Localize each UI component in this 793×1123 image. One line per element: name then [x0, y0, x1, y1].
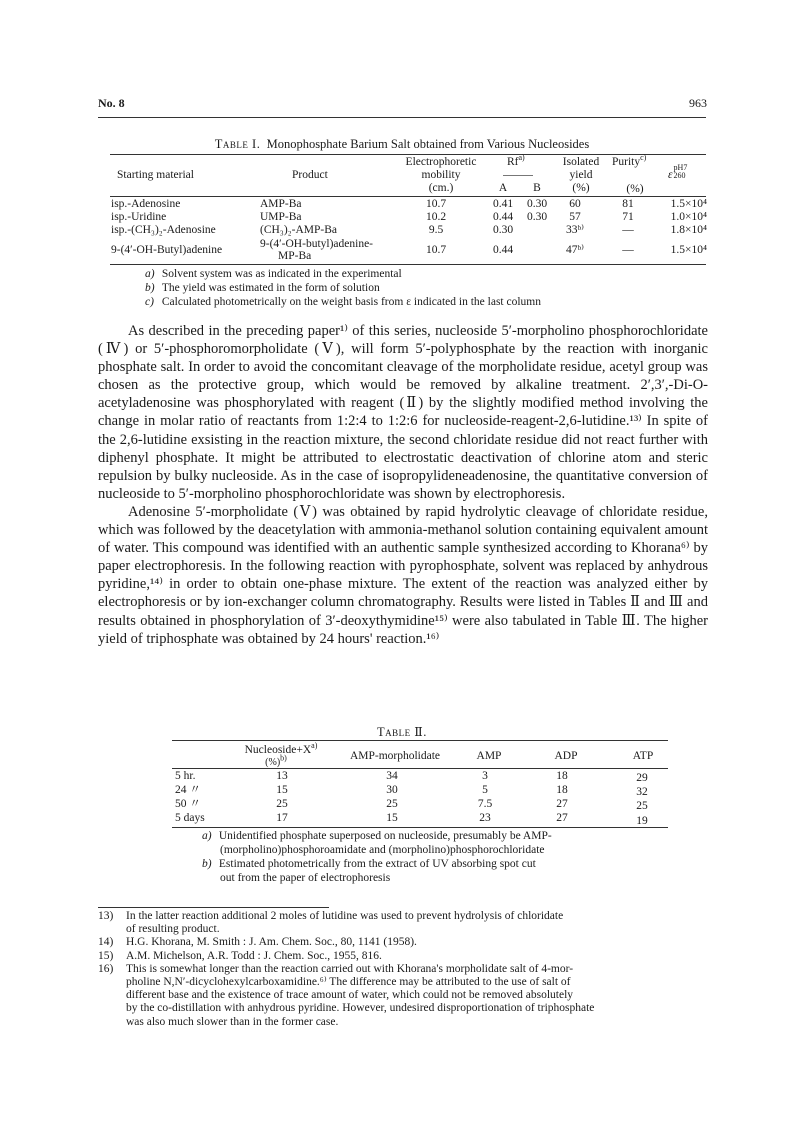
- table1-cell-yield: 47ᵇ⁾: [566, 244, 584, 256]
- table2-col-amp: AMP: [476, 750, 502, 762]
- table1-cell-rf-b: 0.30: [526, 211, 548, 223]
- table1-col-rf: Rf$^{a)}$: [507, 153, 525, 168]
- table2-label: Table Ⅱ.: [377, 725, 427, 739]
- table1-cell-purity: 81: [622, 198, 634, 210]
- table1-col-epsilon: εpH7 260: [668, 163, 688, 181]
- header-rule: [98, 117, 706, 118]
- table1-cell-product-cont: MP-Ba: [278, 250, 312, 262]
- table1-header-rule: [110, 196, 706, 197]
- table2-cell-amp: 5: [482, 784, 488, 796]
- table2-cell-morpholidate: 30: [386, 784, 398, 796]
- table2-cell-atp: 19: [636, 815, 648, 827]
- table2-note: a) Unidentified phosphate superposed on nucleoside, presumably be AMP-: [202, 830, 552, 842]
- table1-col-mobility-3: (cm.): [428, 182, 454, 194]
- table1-bottom-rule: [110, 264, 706, 265]
- table2-col-atp: ATP: [632, 750, 654, 762]
- table1-cell-yield: 60: [569, 198, 581, 210]
- paragraph-2: Adenosine 5′-morpholidate (Ⅴ) was obtained by rapid hydrolytic cleavage of chloridate residue, which was followed by the deacetylation with ammonia-methanol solution containing equivalent amount of water. This compound was identified with an authentic sample synthesized according to Khorana⁶⁾ by paper electrophoresis. In the following reaction with pyrophosphate, solvent was replaced by anhydrous pyridine,¹⁴⁾ in order to obtain one-phase mixture. The extent of the reaction was analyzed either by electrophoresis or by ion-exchanger column chromatography. Results were listed in Tables Ⅱ and Ⅲ and results obtained in phosphorylation of 3′-deoxythymidine¹⁵⁾ were also tabulated in Table Ⅲ. The higher yield of triphosphate was obtained by 24 hours' reaction.¹⁶⁾: [98, 503, 708, 647]
- table2-col-amp-morpholidate: AMP-morpholidate: [349, 750, 441, 762]
- table1-col-purity-unit: (%): [626, 183, 644, 195]
- table1-note: c) Calculated photometrically on the weight basis from ε indicated in the last column: [145, 296, 541, 308]
- footnote: 13) In the latter reaction additional 2 moles of lutidine was used to prevent hydrolysis of chloridate of resulting product.: [98, 910, 564, 936]
- table2-cell-atp: 29: [636, 772, 648, 784]
- table1-cell-product: UMP-Ba: [260, 211, 302, 223]
- footnote: 16) This is somewhat longer than the reaction carried out with Khorana's morpholidate salt of 4-mor- pholine N,N′-dicyclohexylcarboxamidine.⁶⁾ The difference may be attributed to the use of salt of different base and the existence of trace amount of water, which could not be removed absolutely by the co-distillation with anhydrous pyridine. However, undesired disproportionation of triphosphate was also much slower than in the former case.: [98, 962, 595, 1028]
- table2-cell-time: 50 〃: [175, 798, 201, 810]
- table2-cell-atp: 25: [636, 800, 648, 812]
- table1-cell-product: AMP-Ba: [260, 198, 302, 210]
- table2-cell-amp: 3: [482, 770, 488, 782]
- table1-cell-mobility: 10.2: [425, 211, 447, 223]
- footnotes: [98, 910, 710, 1029]
- table1-cell-purity: —: [622, 244, 634, 256]
- table2-cell-time: 24 〃: [175, 784, 201, 796]
- table2-cell-adp: 27: [556, 812, 568, 824]
- table1-cell-rf-a: 0.30: [492, 224, 514, 236]
- table2-col-nucleoside-unit: (%)$^{b)}$: [265, 753, 287, 768]
- table1-col-rf-a: A: [498, 182, 508, 194]
- table1-cell-start: 9-(4′-OH-Butyl)adenine: [111, 244, 223, 256]
- table2-cell-nucleoside: 25: [276, 798, 288, 810]
- body-text: [98, 322, 708, 648]
- table2-note-cont: (morpholino)phosphoroamidate and (morpholino)phosphorochloridate: [220, 844, 545, 856]
- table1-col-purity: Purity$^{c)}$: [612, 153, 647, 168]
- table1-cell-mobility: 9.5: [428, 224, 444, 236]
- table2-cell-amp: 7.5: [477, 798, 493, 810]
- table1-col-yield-3: (%): [572, 182, 590, 194]
- table1-cell-epsilon: 1.5×10⁴: [670, 244, 707, 256]
- table1-title: Monophosphate Barium Salt obtained from Various Nucleosides: [266, 137, 590, 151]
- table2-cell-nucleoside: 17: [276, 812, 288, 824]
- table2-note: b) Estimated photometrically from the extract of UV absorbing spot cut: [202, 858, 536, 870]
- table1-cell-epsilon: 1.8×10⁴: [670, 224, 707, 236]
- table1-cell-rf-a: 0.44: [492, 244, 514, 256]
- table1-col-yield-2: yield: [569, 169, 593, 181]
- table1-cell-start: isp.-Uridine: [111, 211, 167, 223]
- table1-cell-start: isp.-(CH₃)₂-Adenosine: [111, 224, 216, 236]
- table1-top-rule: [110, 154, 706, 155]
- table1-cell-purity: 71: [622, 211, 634, 223]
- paragraph-1: As described in the preceding paper¹⁾ of this series, nucleoside 5′-morpholino phosphorochloridate (Ⅳ) or 5′-phosphoromorpholidate (Ⅴ), will form 5′-polyphosphate by the reaction with inorganic phosphate salt. In order to avoid the concomitant cleavage of the morpholidate residue, acetyl group was chosen as the protective group, which would be removed by alkaline treatment. 2′,3′,-Di-O-acetyladenosine was phosphorylated with reagent (Ⅱ) by the slightly modified method involving the change in molar ratio of reactants from 1:2:4 to 1:2:6 for nucleoside-reagent-2,6-lutidine.¹³⁾ In spite of the 2,6-lutidine exsisting in the reaction mixture, the second chloridate residue did not react further with diphenyl phosphate. It might be attributed to electrostatic deactivation of chlorine atom and steric repulsion by bulky nucleoside. As in the case of isopropylideneadenosine, the quantitative conversion of nucleoside to 5′-morpholino phosphorochloridate was shown by electrophoresis.: [98, 323, 708, 502]
- table1-cell-product: (CH₃)₂-AMP-Ba: [260, 224, 338, 236]
- table2-col-adp: ADP: [554, 750, 578, 762]
- table1-cell-start: isp.-Adenosine: [111, 198, 181, 210]
- table1-col-mobility-1: Electrophoretic: [405, 156, 477, 168]
- table1-label: Table I.: [214, 137, 261, 151]
- table1-cell-product: 9-(4′-OH-butyl)adenine-: [260, 238, 374, 250]
- footnote: 14) H.G. Khorana, M. Smith : J. Am. Chem. Soc., 80, 1141 (1958).: [98, 936, 417, 949]
- table1-cell-yield: 57: [569, 211, 581, 223]
- table1-cell-purity: —: [622, 224, 634, 236]
- table2-header-rule: [172, 768, 668, 769]
- table1-cell-rf-b: 0.30: [526, 198, 548, 210]
- table2-cell-morpholidate: 15: [386, 812, 398, 824]
- table2-caption: [98, 724, 706, 740]
- table2-cell-nucleoside: 13: [276, 770, 288, 782]
- table1-col-product: Product: [292, 169, 328, 181]
- table2-note-cont: out from the paper of electrophoresis: [220, 872, 391, 884]
- table1-col-mobility-2: mobility: [421, 169, 461, 181]
- table2-cell-morpholidate: 25: [386, 798, 398, 810]
- table1-cell-epsilon: 1.5×10⁴: [670, 198, 707, 210]
- page-number: 963: [689, 96, 707, 110]
- table1-note: a) Solvent system was as indicated in the experimental: [145, 268, 402, 280]
- table2-cell-time: 5 hr.: [175, 770, 196, 782]
- table1-cell-yield: 33ᵇ⁾: [566, 224, 584, 236]
- table1-cell-epsilon: 1.0×10⁴: [670, 211, 707, 223]
- table1-col-starting-material: Starting material: [117, 169, 194, 181]
- footnote: 15) A.M. Michelson, A.R. Todd : J. Chem. Soc., 1955, 816.: [98, 949, 382, 962]
- table1-note: b) The yield was estimated in the form of solution: [145, 282, 380, 294]
- table1-col-yield-1: Isolated: [562, 156, 600, 168]
- table2-cell-adp: 18: [556, 770, 568, 782]
- table1-rf-span-rule: [503, 175, 533, 176]
- table1-cell-rf-a: 0.44: [492, 211, 514, 223]
- table2-col-nucleoside: $Nucleoside+X^{a)}$: [244, 741, 318, 756]
- table2-bottom-rule: [172, 827, 668, 828]
- journal-issue-number: No. 8: [98, 96, 125, 110]
- footnote-rule: [98, 907, 329, 908]
- table2-cell-morpholidate: 34: [386, 770, 398, 782]
- table2-cell-atp: 32: [636, 786, 648, 798]
- table2-cell-time: 5 days: [175, 812, 205, 824]
- table1-cell-rf-a: 0.41: [492, 198, 514, 210]
- table2-cell-amp: 23: [479, 812, 491, 824]
- table1-caption: [98, 137, 706, 152]
- table2-cell-adp: 27: [556, 798, 568, 810]
- table1-cell-mobility: 10.7: [425, 198, 447, 210]
- table1-cell-mobility: 10.7: [425, 244, 447, 256]
- table2-cell-adp: 18: [556, 784, 568, 796]
- table1-col-rf-b: B: [533, 182, 541, 194]
- table2-top-rule: [172, 740, 668, 741]
- table2-cell-nucleoside: 15: [276, 784, 288, 796]
